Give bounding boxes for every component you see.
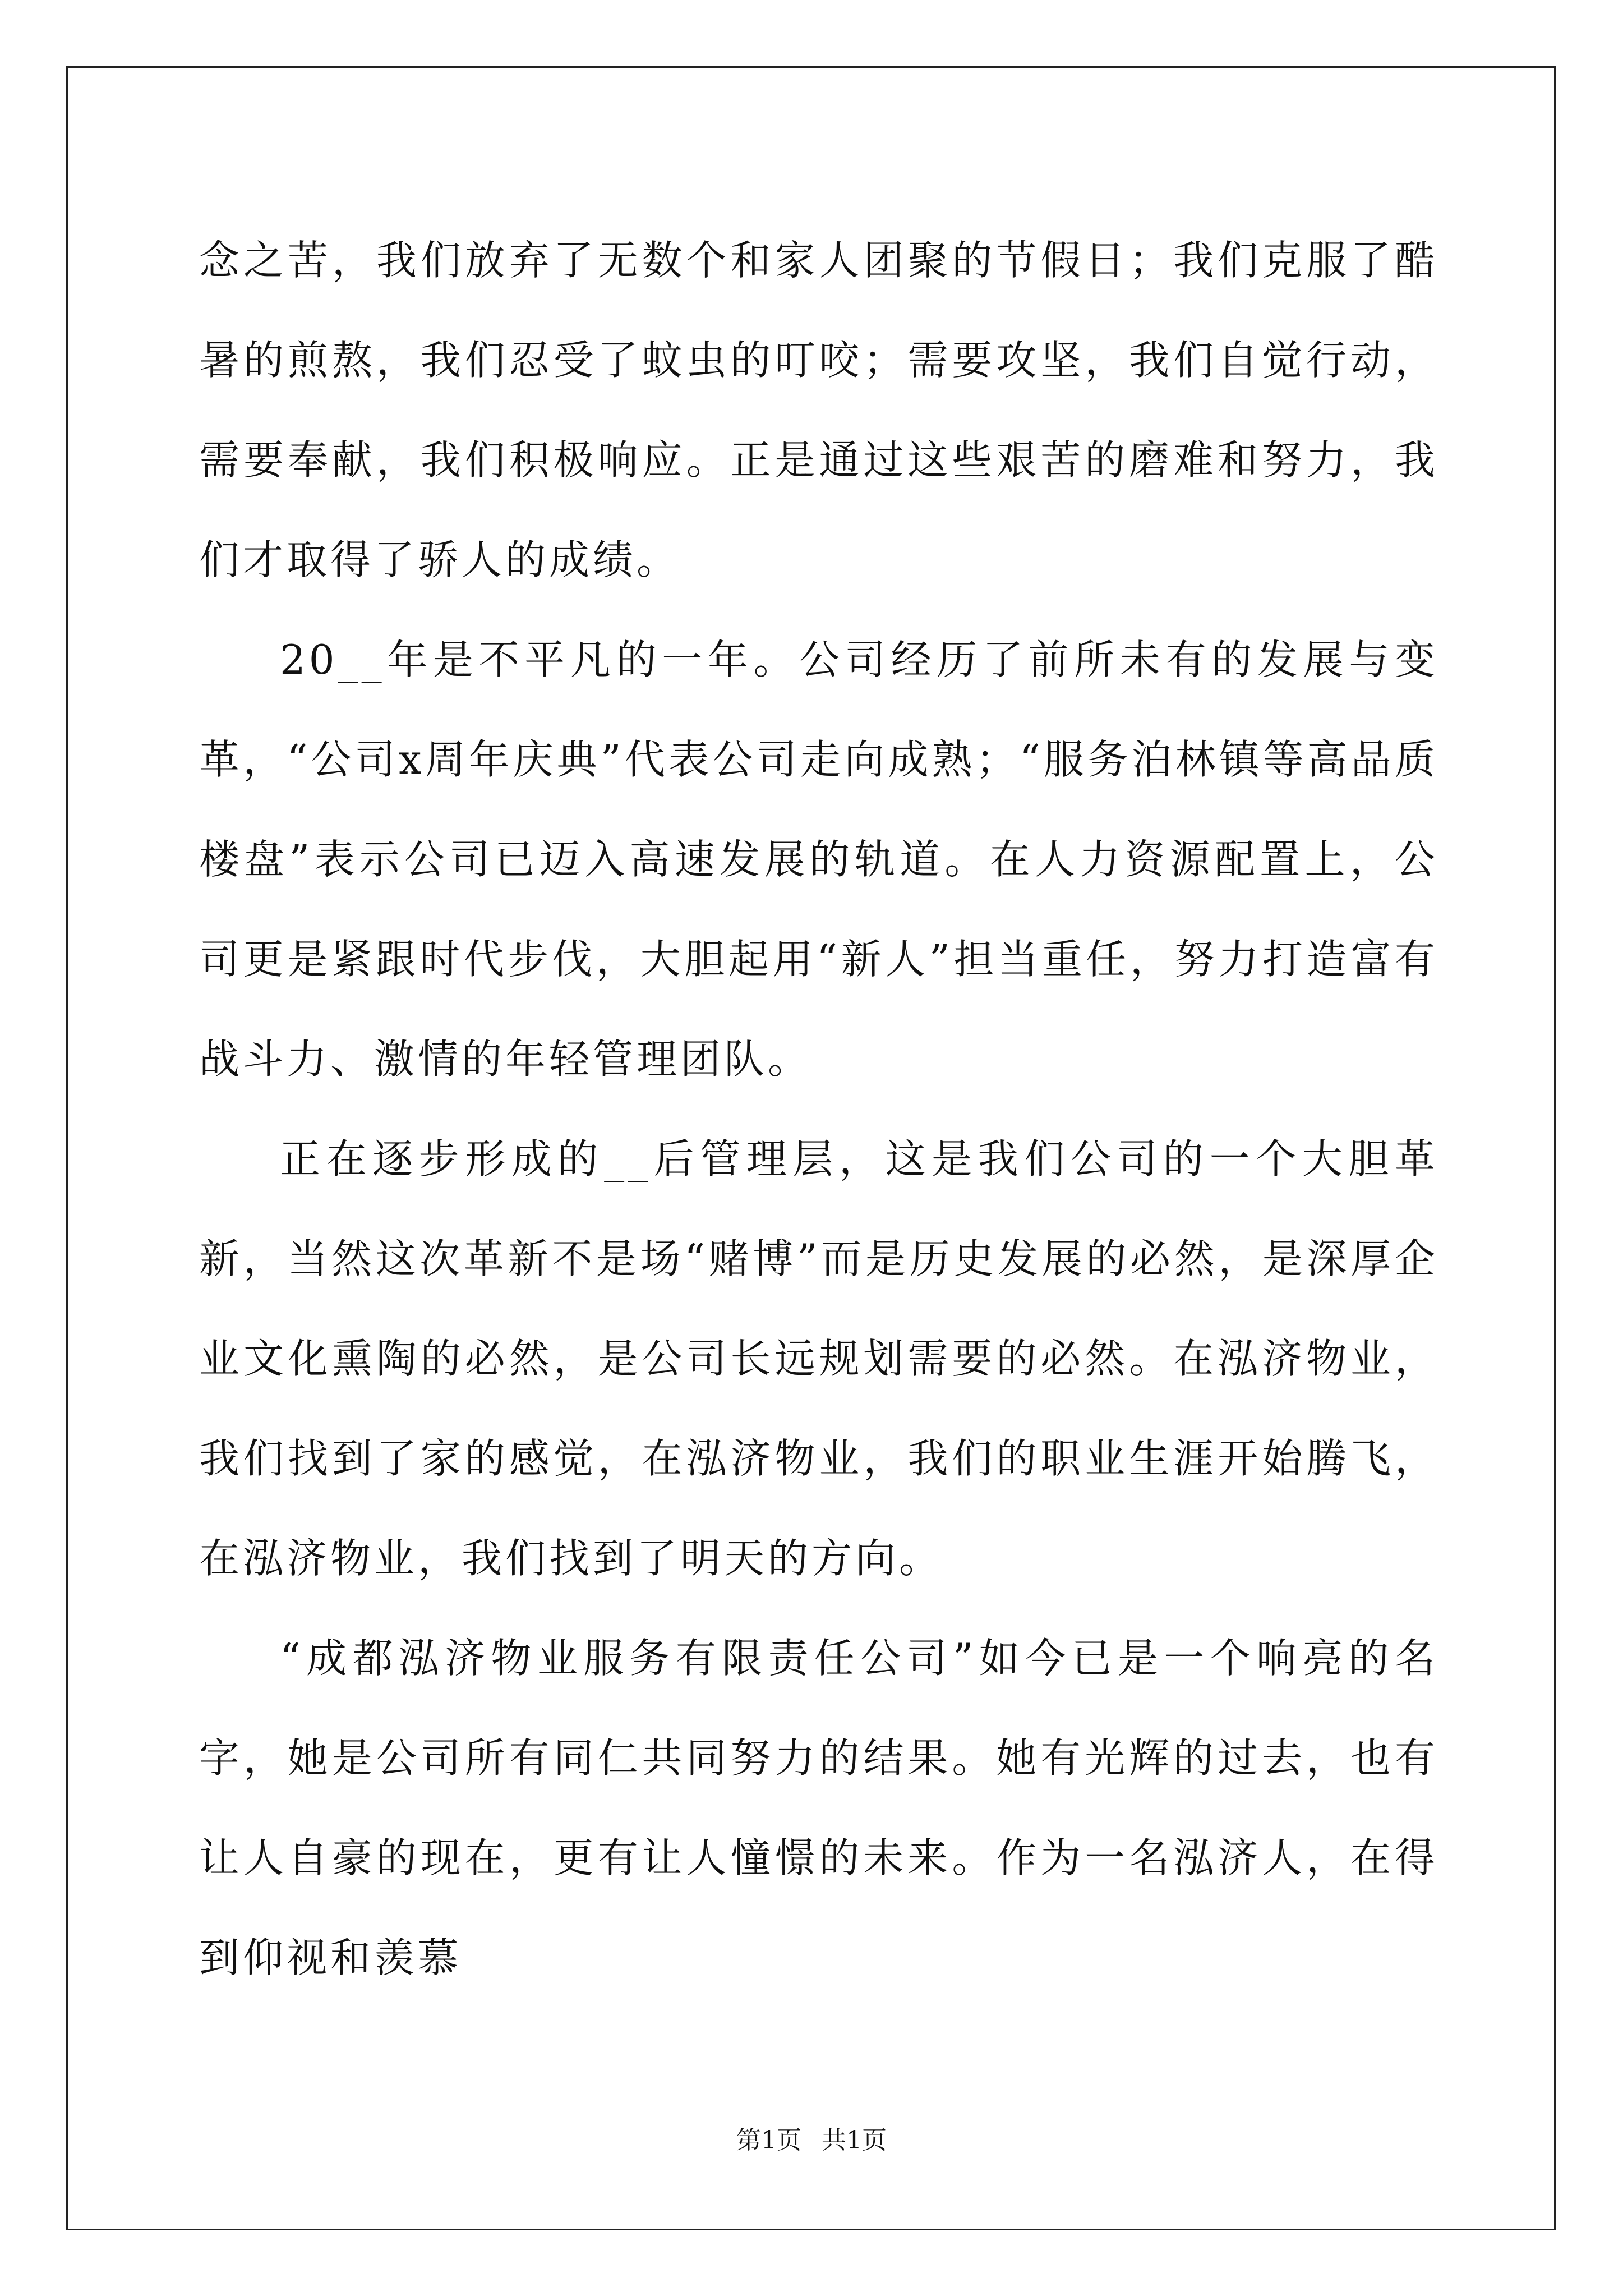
page-total: 共1页 <box>822 2126 887 2155</box>
paragraph-2: 20__年是不平凡的一年。公司经历了前所未有的发展与变革，“公司x周年庆典”代表公司走向成熟；“服务泊林镇等高品质楼盘”表示公司已迈入高速发展的轨道。在人力资源配置上，公司更是紧跟时代步伐，大胆起用“新人”担当重任，努力打造富有战斗力、激情的年轻管理团队。 <box>199 636 1438 1083</box>
page-number: 第1页 <box>736 2126 801 2155</box>
paragraph-4: “成都泓济物业服务有限责任公司”如今已是一个响亮的名字，她是公司所有同仁共同努力的结果。她有光辉的过去，也有让人自豪的现在，更有让人憧憬的未来。作为一名泓济人，在得到仰视和羡慕 <box>199 1635 1438 1981</box>
document-body <box>199 210 1438 2008</box>
paragraph-3: 正在逐步形成的__后管理层，这是我们公司的一个大胆革新，当然这次革新不是场“赌博”而是历史发展的必然，是深厚企业文化熏陶的必然，是公司长远规划需要的必然。在泓济物业，我们找到了家的感觉，在泓济物业，我们的职业生涯开始腾飞，在泓济物业，我们找到了明天的方向。 <box>199 1135 1438 1582</box>
page-footer <box>0 2124 1623 2157</box>
paragraph-1: 念之苦，我们放弃了无数个和家人团聚的节假日；我们克服了酷暑的煎熬，我们忍受了蚊虫的叮咬；需要攻坚，我们自觉行动，需要奉献，我们积极响应。正是通过这些艰苦的磨难和努力，我们才取得了骄人的成绩。 <box>199 237 1438 583</box>
